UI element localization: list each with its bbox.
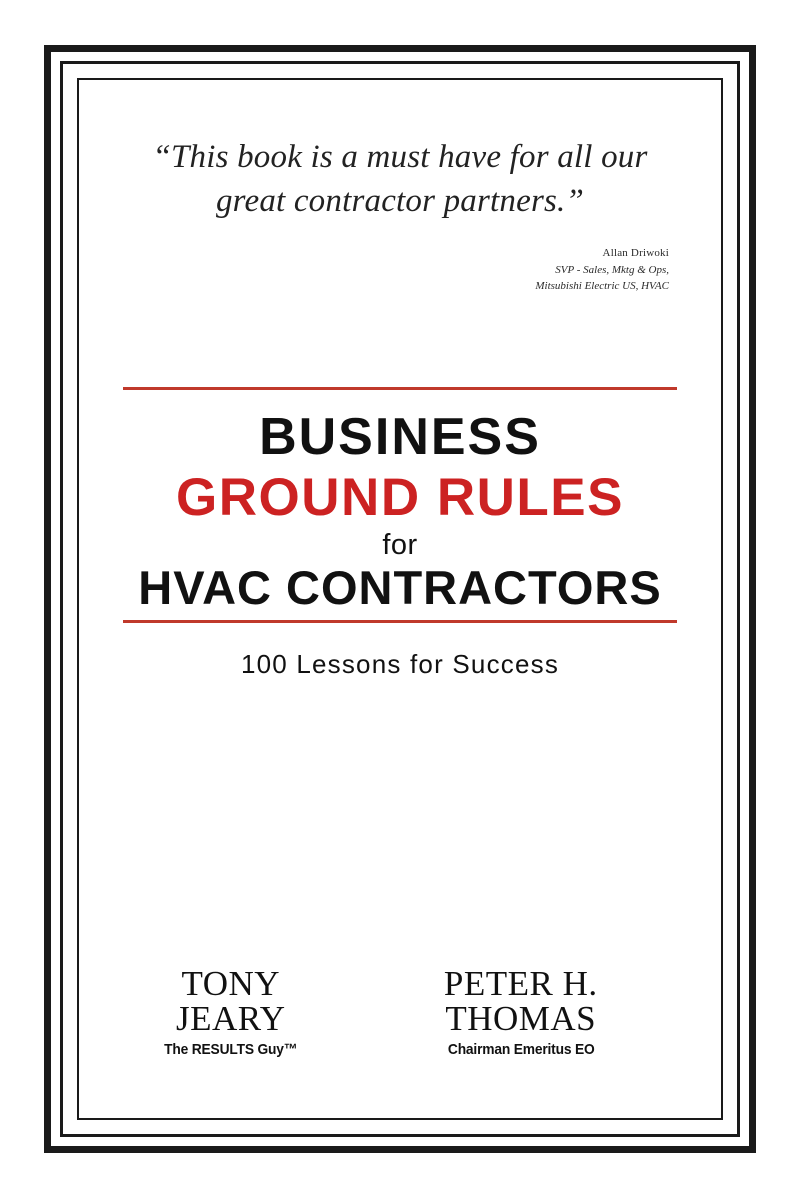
author-primary-name: TONY JEARY [176, 964, 286, 1038]
title-line-ground-rules: GROUND RULES [176, 468, 624, 528]
endorsement-author-company: Mitsubishi Electric US, HVAC [535, 280, 669, 293]
cover-middle-frame [60, 61, 740, 1137]
title-rule-top [123, 387, 677, 390]
title-line-business: BUSINESS [259, 407, 541, 466]
authors-block [123, 966, 677, 1058]
title-line-hvac-contractors: HVAC CONTRACTORS [138, 561, 662, 615]
title-line-for: for [382, 528, 418, 561]
cover-outer-frame [44, 45, 756, 1153]
endorsement-author-role: SVP - Sales, Mktg & Ops, [555, 263, 669, 276]
title-rule-bottom [123, 620, 677, 623]
endorsement-attribution [123, 245, 677, 295]
endorsement-author-name: Allan Driwoki [602, 247, 669, 260]
author-primary [123, 966, 339, 1058]
author-secondary [365, 966, 677, 1058]
subtitle-tagline: 100 Lessons for Success [240, 649, 560, 680]
endorsement-block [123, 136, 677, 295]
author-secondary-name: PETER H. THOMAS [443, 964, 598, 1038]
title-block [123, 387, 677, 681]
cover-inner-frame [77, 78, 723, 1120]
endorsement-quote: “This book is a must have for all our great contractor partners.” [152, 139, 648, 219]
author-secondary-title: Chairman Emeritus EO [447, 1041, 595, 1058]
author-primary-title: The RESULTS Guy™ [164, 1041, 298, 1058]
